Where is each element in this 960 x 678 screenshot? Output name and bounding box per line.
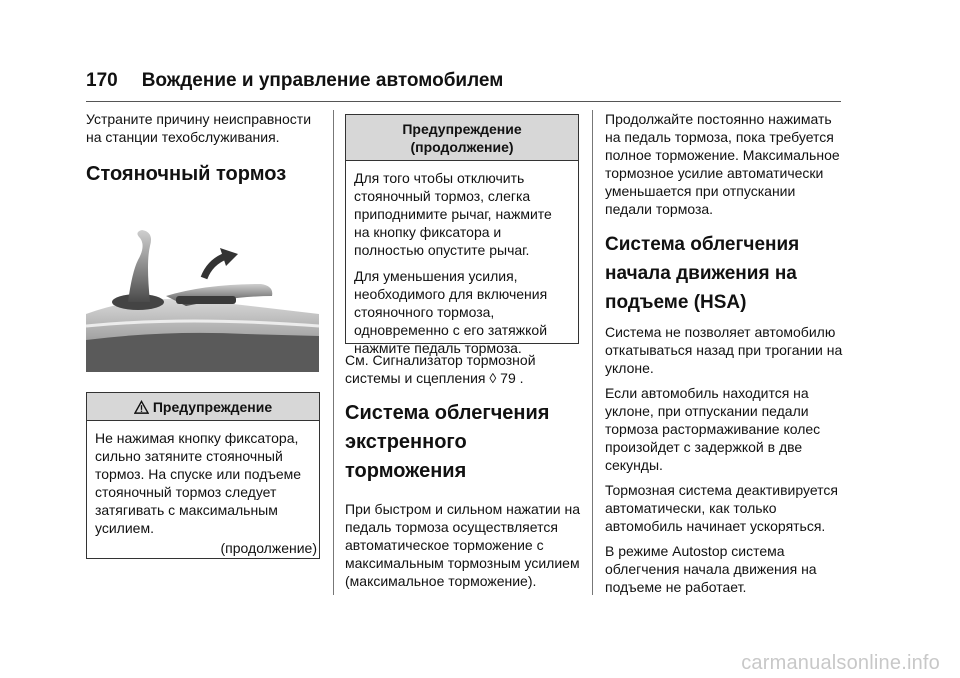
parking-brake-heading: Стояночный тормоз: [86, 163, 287, 185]
warning-box-2-body: [346, 161, 578, 371]
hsa-paragraph-2: Если автомобиль находится на уклоне, при отпускании педали тормоза растормаживание колес произойдет с задержкой в две секунды.: [605, 385, 821, 473]
warning-box-1-body: [87, 421, 319, 551]
watermark: carmanualsonline.info: [741, 652, 940, 674]
warning-icon: [134, 400, 149, 415]
warning-box-1: [86, 392, 320, 559]
warning-box-1-header: [87, 393, 319, 421]
continued-label: (продолжение): [220, 540, 317, 556]
page-number: 170: [86, 70, 118, 91]
warning-paragraph-1: Для того чтобы отключить стояночный тормоз, слегка приподнимите рычаг, нажмите на кнопку фиксатора и полностью опустите рычаг.: [354, 170, 552, 258]
column-divider-left: [333, 110, 334, 595]
page-title: Вождение и управление автомобилем: [141, 70, 504, 91]
warning-continued-title: Предупреждение (продолжение): [402, 121, 522, 155]
hsa-paragraph-4: В режиме Autostop система облегчения начала движения на подъеме не работает.: [605, 543, 817, 595]
eba-body: При быстром и сильном нажатии на педаль тормоза осуществляется автоматическое торможение с максимальным тормозным усилием (максимальное торможение).: [345, 501, 580, 589]
warning-box-2-header: [346, 115, 578, 161]
ref-page-link[interactable]: 79: [500, 370, 516, 386]
warning-paragraph-2: Для уменьшения усилия, необходимого для включения стояночного тормоза, одновременно с его затяжкой нажмите педаль тормоза.: [354, 268, 548, 356]
column-divider-right: [592, 110, 593, 595]
column-2-text: [345, 351, 580, 597]
warning-box-2: [345, 114, 579, 356]
page-header: [86, 70, 503, 92]
cross-reference: См. Сигнализатор тормозной системы и сцепления ◊ 79 .: [345, 352, 536, 386]
ref-text: См. Сигнализатор тормозной системы и сцепления: [345, 352, 536, 386]
eba-heading: Система облегчения экстренного торможения: [345, 402, 550, 482]
hsa-paragraph-3: Тормозная система деактивируется автоматически, как только автомобиль начинает ускоряться.: [605, 482, 838, 534]
parking-brake-lever-illustration: [86, 222, 319, 372]
hsa-paragraph-1: Система не позволяет автомобилю откатываться назад при трогании на уклоне.: [605, 324, 843, 376]
hsa-heading: Система облегчения начала движения на подъеме (HSA): [605, 234, 800, 313]
brake-continue-text: Продолжайте постоянно нажимать на педаль тормоза, пока требуется полное торможение. Максимальное тормозное усилие автоматически уменьшается при отпускании педали тормоза.: [605, 111, 840, 217]
header-rule: [86, 101, 841, 102]
warning-text: Не нажимая кнопку фиксатора, сильно затяните стояночный тормоз. На спуске или подъеме стояночный тормоз следует затягивать с максимальным усилием.: [95, 430, 302, 536]
warning-title: Предупреждение: [152, 399, 273, 415]
column-1: [86, 110, 326, 189]
intro-text: Устраните причину неисправности на станции техобслуживания.: [86, 111, 312, 145]
ref-arrow-icon: ◊: [489, 370, 497, 386]
column-3: [605, 110, 845, 603]
